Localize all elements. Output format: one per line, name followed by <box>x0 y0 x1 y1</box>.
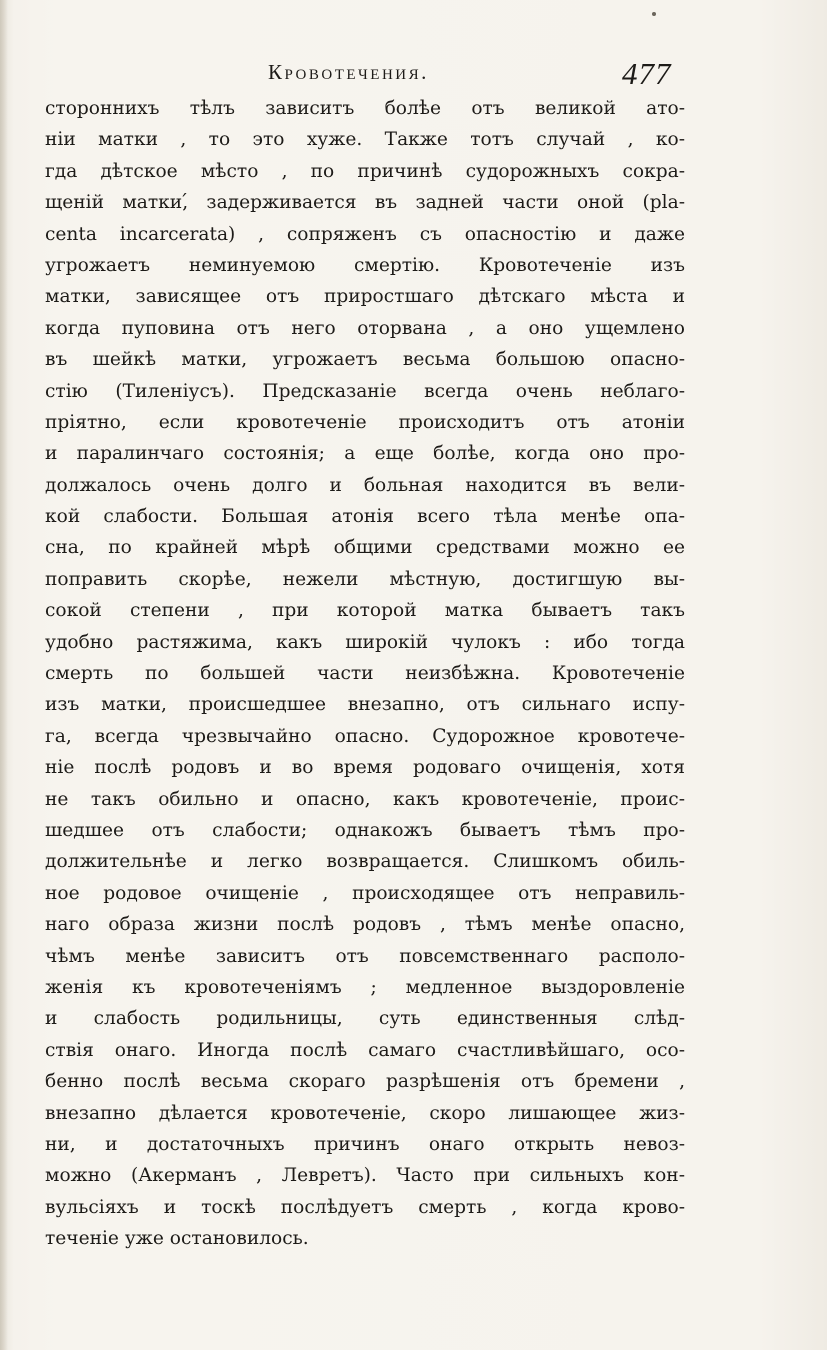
text-line: стію (Тиленіусъ). Предсказаніе всегда очень неблаго- <box>45 380 685 402</box>
text-line: и паралинчаго состоянія; а еще болѣе, когда оно про- <box>45 443 685 465</box>
text-line: женія къ кровотеченіямъ ; медленное выздоровленіе <box>45 976 685 998</box>
text-line: должительнѣе и легко возвращается. Слишкомъ обиль- <box>45 851 685 873</box>
running-title: Кровотечения. <box>268 60 429 84</box>
text-line: смерть по большей части неизбѣжна. Кровотеченіе <box>45 663 685 685</box>
page-number: 477 <box>622 56 672 91</box>
text-line: кой слабости. Большая атонія всего тѣла менѣе опа- <box>45 506 685 528</box>
text-line: га, всегда чрезвычайно опасно. Судорожное кровотече- <box>45 725 685 747</box>
text-line: гда дѣтское мѣсто , по причинѣ судорожныхъ сокра- <box>45 160 685 182</box>
text-line: можно (Акерманъ , Левретъ). Часто при сильныхъ кон- <box>45 1165 685 1187</box>
text-line: внезапно дѣлается кровотеченіе, скоро лишающее жиз- <box>45 1102 685 1124</box>
text-line: поправить скорѣе, нежели мѣстную, достигшую вы- <box>45 568 685 590</box>
text-line: наго образа жизни послѣ родовъ , тѣмъ менѣе опасно, <box>45 914 685 936</box>
text-line: не такъ обильно и опасно, какъ кровотеченіе, проис- <box>45 788 685 810</box>
text-line: угрожаетъ неминуемою смертію. Кровотеченіе изъ <box>45 254 685 276</box>
page-mark <box>652 12 656 16</box>
text-line: ніе послѣ родовъ и во время родоваго очищенія, хотя <box>45 757 685 779</box>
page-header <box>0 58 827 94</box>
text-line: въ шейкѣ матки, угрожаетъ весьма большою опасно- <box>45 349 685 371</box>
text-line: ствія онаго. Иногда послѣ самаго счастливѣйшаго, осо- <box>45 1039 685 1061</box>
page-spine-shadow <box>0 0 8 1350</box>
text-line: и слабость родильницы, суть единственныя слѣд- <box>45 1008 685 1030</box>
text-line: щеній матки,́ задерживается въ задней части оной (pla- <box>45 192 685 214</box>
text-line: стороннихъ тѣлъ зависитъ болѣе отъ великой ато- <box>45 98 685 119</box>
text-line: бенно послѣ весьма скораго разрѣшенія отъ бремени , <box>45 1071 685 1093</box>
text-line: должалось очень долго и больная находится въ вели- <box>45 474 685 496</box>
text-line: сна, по крайней мѣрѣ общими средствами можно ее <box>45 537 685 559</box>
text-line: пріятно, если кровотеченіе происходитъ отъ атоніи <box>45 411 685 433</box>
text-line: centa incarcerata) , сопряженъ съ опасностію и даже <box>45 223 685 245</box>
text-line: ное родовое очищеніе , происходящее отъ неправиль- <box>45 882 685 904</box>
text-line: ніи матки , то это хуже. Также тотъ случай , ко- <box>45 129 685 151</box>
body-text <box>45 93 685 1254</box>
text-line: ни, и достаточныхъ причинъ онаго открыть невоз- <box>45 1133 685 1155</box>
text-line: матки, зависящее отъ приростшаго дѣтскаго мѣста и <box>45 286 685 308</box>
text-line: изъ матки, происшедшее внезапно, отъ сильнаго испу- <box>45 694 685 716</box>
text-line: когда пуповина отъ него оторвана , а оно ущемлено <box>45 317 685 339</box>
text-line: шедшее отъ слабости; однакожъ бываетъ тѣмъ про- <box>45 819 685 841</box>
text-line: вульсіяхъ и тоскѣ послѣдуетъ смерть , когда крово- <box>45 1196 685 1218</box>
text-line: теченіе уже остановилось. <box>45 1228 309 1250</box>
text-line: удобно растяжима, какъ широкій чулокъ : ибо тогда <box>45 631 685 653</box>
text-line: сокой степени , при которой матка бываетъ такъ <box>45 600 685 622</box>
text-line: чѣмъ менѣе зависитъ отъ повсемственнаго располо- <box>45 945 685 967</box>
